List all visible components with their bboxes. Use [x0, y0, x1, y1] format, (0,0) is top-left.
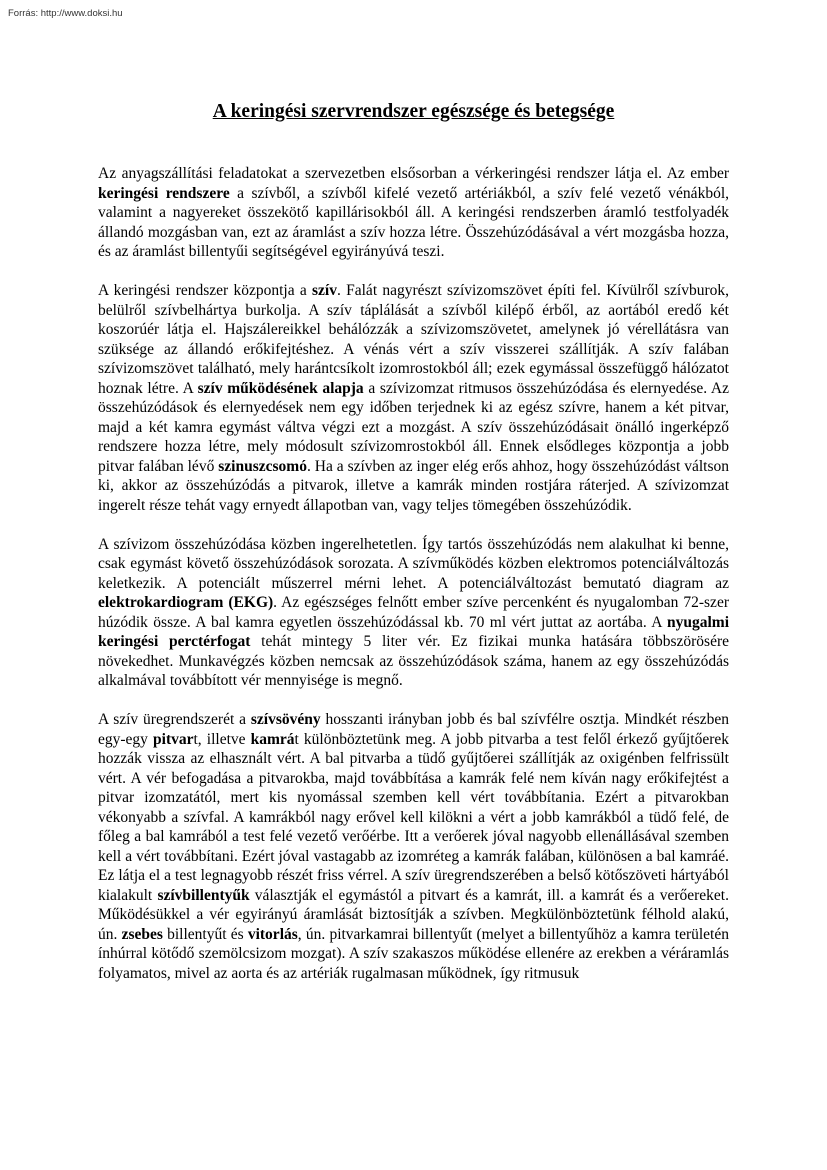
bold-term: keringési rendszere [98, 184, 230, 202]
bold-term: szívsövény [250, 711, 321, 728]
text-run: választják el egymástól a pitvart és a kamrát, ill. a kamrát és a verőereket. Működésükkel a vér egyirányú áramlását biztosítják a szívben. Megkülönböztetünk félhold alakú, ún. [98, 886, 729, 943]
text-run: t különböztetünk meg. A jobb pitvarba a test felől érkező gyűjtőerek hozzák vissza az elhasznált vért. A bal pitvarba a tüdő gyűjtőerei szállítják az oxigénben felfrissült vért. A vér befogadása a pitvarokba, majd továbbítása a kamrák felé nem kíván nagy erőkifejtést a pitvar izomzatától, mert kis nyomással szemben kell vért továbbítania. Ezért a pitvarokban vékonyabb a szívfal. A kamrákból nagy erővel kell kilökni a vért a jobb kamrákból a tüdő felé, de főleg a bal kamrából a test felé vezető verőérbe. Itt a verőerek jóval nagyobb ellenállásával szemben kell a vért továbbítani. Ezért jóval vastagabb az izomréteg a kamrák falában, különösen a bal kamráé. Ez látja el a test legnagyobb részét friss vérrel. A szív üregrendszerében a belső kötőszöveti hártyából kialakult [98, 730, 730, 904]
text-run: tehát mintegy 5 liter vér. Ez fizikai munka hatására többszörösére növekedhet. Munkavégzés közben nemcsak az összehúzódások száma, hanem az egy összehúzódás alkalmával továbbított vér mennyisége is megnő. [98, 633, 730, 689]
text-run: , ún. pitvarkamrai billentyűt (melyet a billentyűhöz a kamra területén ínhúrral kötődő szemölcsizom mozgat). A szív szakaszos működése ellenére az erekben a véráramlás folyamatos, mivel az aorta és az artériák rugalmasan működnek, így ritmusuk [98, 925, 729, 982]
text-run: a szívizomzat ritmusos összehúzódása és elernyedése. Az összehúzódások és elernyedések nem egy időben terjednek ki az egész szívre, hanem a két pitvar, majd a két kamra egymást váltva végzi ezt a mozgást. A szív összehúzódásait önálló ingerképző rendszere hozza létre, mely módosult szívizomrostokból áll. Ennek elsődleges központja a jobb pitvar falában lévő [98, 379, 729, 475]
bold-term: zsebes [121, 925, 163, 943]
text-run: A szívizom összehúzódása közben ingerelhetetlen. Így tartós összehúzódás nem alakulhat ki benne, csak egymást követő összehúzódások sorozata. A szívműködés közben elektromos potenciálváltozás keletkezik. A potenciált műszerrel mérni lehet. A potenciálváltozást bemutató diagram az [98, 535, 729, 592]
text-run: Az anyagszállítási feladatokat a szervezetben elsősorban a vérkeringési rendszer látja el. Az ember [98, 165, 729, 182]
source-url-header: Forrás: http://www.doksi.hu [8, 8, 123, 19]
text-run: A keringési rendszer központja a [98, 282, 313, 299]
bold-term: vitorlás [247, 925, 298, 943]
bold-term: szív [312, 282, 337, 299]
text-run: a szívből, a szívből kifelé vezető artériákból, a szív felé vezető vénákból, valamint a nagyereket összekötő kapillárisokból áll. A keringési rendszerben áramló testfolyadék állandó mozgásban van, ezt az áramlást a szív hozza létre. Összehúzódásával a vért mozgásba hozza, és az áramlást billentyűi segítségével egyirányúvá teszi. [98, 184, 729, 260]
text-run: . Falát nagyrészt szívizomszövet építi fel. Kívülről szívburok, belülről szívbelhártya burkolja. A szív táplálását a szívből kilépő érből, az aortából eredő két koszorúér látja el. Hajszálereikkel behálózzák a szívizomszövetet, amelynek jó vérellátásra van szüksége az állandó erőkifejtéshez. A vénás vért a szív visszerei szállítják. A szív falában szívizomszövet található, mely harántcsíkolt izomrostokból áll; ezek egymással összefüggő hálózatot hoznak létre. A [98, 282, 729, 397]
text-run: A szív üregrendszerét a [98, 711, 251, 728]
text-run: . Az egészséges felnőtt ember szíve percenként és nyugalomban 72-szer húzódik össze. A bal kamra egyetlen összehúzódással kb. 70 ml vért juttat az aortába. A [98, 594, 729, 631]
text-run: . Ha a szívben az inger elég erős ahhoz, hogy összehúzódást váltson ki, akkor az összehúzódás a pitvarok, illetve a kamrák minden rostjára ráterjed. A szívizomzat ingerelt része tehát vagy ernyedt állapotban van, vagy teljes tömegében összehúzódik. [98, 457, 729, 514]
paragraph-heart-structure [98, 281, 729, 515]
bold-term: szívbillentyűk [157, 886, 250, 904]
text-run: hosszanti irányban jobb és bal szívfélre osztja. Mindkét részben egy-egy [98, 711, 729, 748]
text-run: t, illetve [193, 730, 251, 748]
paragraph-intro [98, 164, 729, 262]
bold-term: kamrá [250, 730, 295, 748]
paragraph-heart-chambers [98, 710, 729, 983]
bold-term: szinuszcsomó [218, 457, 307, 475]
document-body [98, 164, 729, 1003]
bold-term: szív működésének alapja [197, 379, 364, 397]
text-run: billentyűt és [162, 925, 248, 943]
paragraph-ekg [98, 535, 729, 691]
bold-term: elektrokardiogram (EKG) [98, 594, 274, 611]
page-title: A keringési szervrendszer egészsége és betegsége [212, 101, 615, 122]
bold-term: nyugalmi keringési perctérfogat [98, 613, 729, 650]
bold-term: pitvar [153, 730, 194, 748]
